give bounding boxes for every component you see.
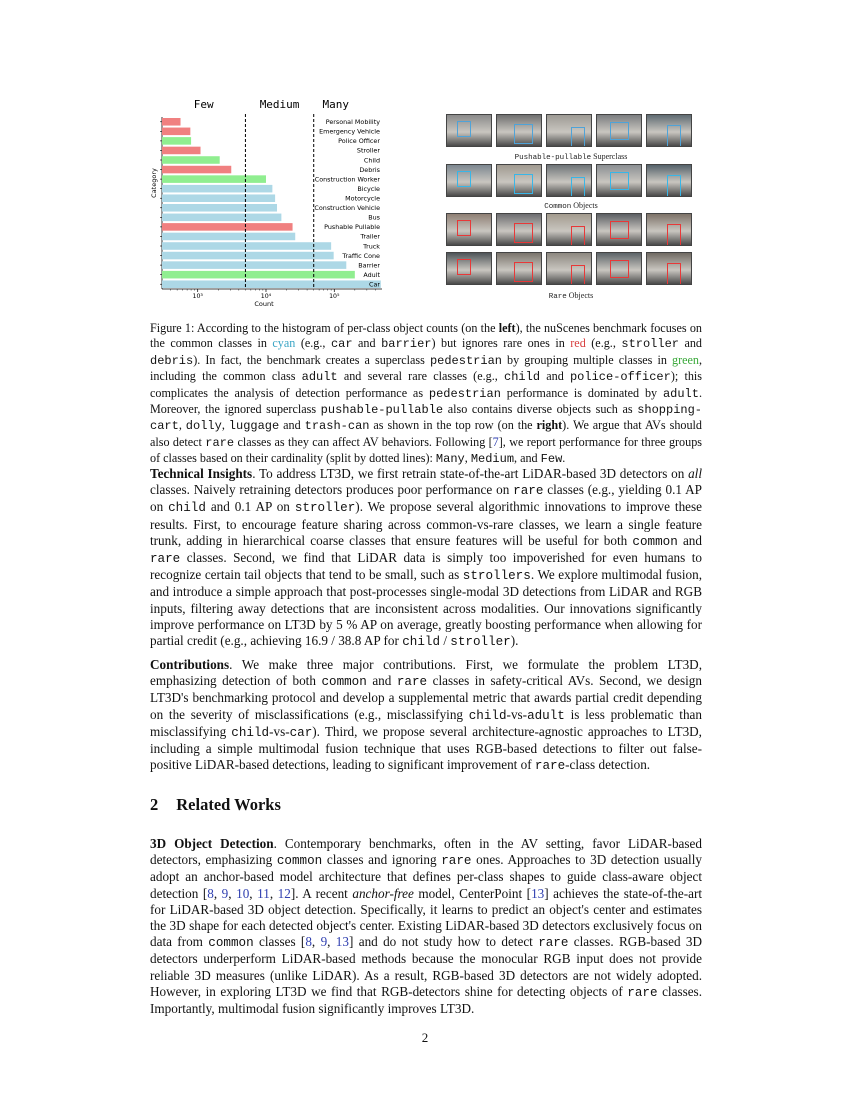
section-number: 2	[150, 795, 159, 814]
bar	[162, 137, 191, 145]
group-label: Few	[193, 98, 214, 111]
contributions-paragraph: Contributions. We make three major contributions. First, we formulate the problem LT3D, emphasizing detection of both common and rare classes in safety-critical AVs. Second, we design LT3D's benchmarking protocol and develop a supplemental metric that awards partial credit depending on the severity of misclassifications (e.g., misclassifying child-vs-adult is less problematic than misclassifying child-vs-car). Third, we propose several architecture-agnostic approaches to LT3D, including a simple multimodal fusion technique that uses RGB-based detections to filter out false-positive LiDAR-based detections, leading to significant improvement of rare-class detection.	[150, 657, 702, 774]
photo-caption-rare: Rare Objects	[548, 291, 594, 301]
category-label: Construction Vehicle	[314, 204, 380, 213]
citation-link[interactable]: 8	[207, 885, 214, 901]
x-tick-label: 10³	[192, 293, 203, 300]
x-tick-label: 10⁴	[260, 293, 272, 300]
x-axis-label: Count	[254, 300, 274, 308]
detection-box	[514, 223, 533, 243]
citation-link[interactable]: 8	[305, 934, 312, 950]
bar	[162, 271, 355, 279]
category-label: Barrier	[358, 261, 380, 270]
paragraph-heading: Technical Insights	[150, 466, 253, 481]
bar	[162, 147, 201, 155]
photo-row-rare-2	[446, 252, 692, 285]
example-photo	[646, 252, 692, 285]
category-label: Car	[368, 280, 380, 289]
example-photo	[546, 213, 592, 246]
category-label: Motorcycle	[345, 194, 380, 203]
category-label: Bicycle	[357, 184, 380, 193]
example-photo	[446, 114, 492, 147]
group-label: Medium	[259, 98, 300, 111]
bar	[162, 166, 231, 174]
group-label: Many	[322, 98, 349, 111]
bar	[162, 223, 293, 231]
photo-row-rare-1	[446, 213, 692, 246]
example-photo	[446, 164, 492, 197]
bar	[162, 128, 190, 136]
example-photo	[446, 252, 492, 285]
bar	[162, 252, 334, 260]
bar	[162, 261, 346, 269]
detection-box	[457, 121, 471, 137]
category-label: Emergency Vehicle	[319, 127, 380, 136]
example-photo	[646, 114, 692, 147]
category-label: Police Officer	[338, 137, 380, 146]
example-photo	[596, 252, 642, 285]
bar	[162, 118, 181, 126]
class-count-histogram	[148, 90, 410, 312]
section-title: Related Works	[176, 795, 281, 814]
x-tick-label: 10⁵	[329, 293, 340, 300]
bar	[162, 214, 281, 222]
detection-box	[610, 221, 629, 239]
detection-box	[667, 263, 681, 285]
detection-box	[571, 265, 585, 285]
category-label: Truck	[363, 242, 380, 251]
citation-link[interactable]: 7	[492, 434, 499, 449]
photo-caption-common: Common Objects	[544, 201, 598, 211]
bar	[162, 233, 295, 241]
detection-box	[457, 220, 471, 236]
section-heading	[150, 795, 281, 815]
technical-insights-paragraph: Technical Insights. To address LT3D, we first retrain state-of-the-art LiDAR-based 3D detectors on all classes. Naively retraining detectors produces poor performance on rare classes (e.g., yielding 0.1 AP on child and 0.1 AP on stroller). We propose several algorithmic innovations to improve these results. First, to encourage feature sharing across common-vs-rare classes, we learn a single feature trunk, adding in hierarchical coarse classes that ensure features will be useful for both common and rare classes. Second, we find that LiDAR data is simply too impoverished for even humans to recognize certain tail objects that tend to be small, such as strollers. We explore multimodal fusion, and introduce a simple approach that post-processes single-modal 3D detections from LiDAR and RGB inputs, filtering away detections that are inconsistent across modalities. Our innovations significantly improve performance on LT3D by 5 % AP on average, greatly boosting performance when allowing for partial credit (e.g., achieving 16.9 / 38.8 AP for child / stroller).	[150, 466, 703, 650]
detection-box	[514, 262, 533, 282]
citation-link[interactable]: 10	[236, 885, 250, 901]
category-label: Trailer	[360, 232, 380, 241]
detection-box	[610, 122, 629, 140]
example-photo	[546, 252, 592, 285]
paragraph-heading: 3D Object Detection	[150, 836, 274, 851]
detection-box	[457, 171, 471, 187]
detection-box	[457, 259, 471, 275]
category-label: Child	[363, 156, 380, 165]
citation-link[interactable]: 12	[277, 885, 291, 901]
detection-box	[667, 125, 681, 147]
citation-link[interactable]: 13	[531, 885, 545, 901]
object-detection-paragraph: 3D Object Detection. Contemporary benchmarks, often in the AV setting, favor LiDAR-based detectors, emphasizing common classes and ignoring rare ones. Approaches to 3D detection usually adopt an anchor-based model architecture that defines per-class shapes to guide class-aware object detection [8, 9, 10, 11, 12]. A recent anchor-free model, CenterPoint [13] achieves the state-of-the-art for LiDAR-based 3D object detection. Specifically, it learns to predict an object's center and estimates the 3D shape for each detected object's center. Existing LiDAR-based 3D detectors exclusively focus on data from common classes [8, 9, 13] and do not study how to detect rare classes. RGB-based 3D detectors underperform LiDAR-based methods because the monocular RGB input does not provide reliable 3D measures (unlike LiDAR). As a result, RGB-based 3D detectors are not widely adopted. However, in exploring LT3D we find that RGB-detectors shine for detecting objects of rare classes. Importantly, multimodal fusion significantly improves LT3D.	[150, 836, 703, 1017]
example-photo	[496, 213, 542, 246]
photo-caption-pushable: Pushable-pullable Superclass	[514, 152, 628, 162]
example-photo	[646, 164, 692, 197]
category-label: Construction Worker	[314, 175, 380, 184]
category-label: Debris	[359, 165, 380, 174]
detection-box	[571, 127, 585, 147]
figure-caption: Figure 1: According to the histogram of per-class object counts (on the left), the nuScenes benchmark focuses on the common classes in cyan (e.g., car and barrier) but ignores rare ones in red (e.g., stroller and debris). In fact, the benchmark creates a superclass pedestrian by grouping multiple classes in green, including the common class adult and several rare classes (e.g., child and police-officer); this complicates the analysis of detection performance as pedestrian performance is dominated by adult. Moreover, the ignored superclass pushable-pullable also contains diverse objects such as shopping-cart, dolly, luggage and trash-can as shown in the top row (on the right). We argue that AVs should also detect rare classes as they can affect AV behaviors. Following [7], we report performance for three groups of classes based on their cardinality (split by dotted lines): Many, Medium, and Few.	[150, 321, 703, 467]
detection-box	[667, 224, 681, 246]
category-label: Personal Mobility	[325, 118, 380, 127]
category-label: Pushable Pullable	[324, 223, 380, 232]
example-photo	[496, 252, 542, 285]
detection-box	[667, 175, 681, 197]
bar	[162, 156, 220, 164]
example-photo	[546, 114, 592, 147]
paragraph-heading: Contributions	[150, 657, 230, 672]
category-label: Bus	[368, 213, 380, 222]
photo-row-common	[446, 164, 692, 197]
bar	[162, 175, 266, 183]
detection-box	[610, 172, 629, 190]
example-photo	[596, 164, 642, 197]
citation-link[interactable]: 11	[257, 885, 270, 901]
detection-box	[571, 226, 585, 246]
detection-box	[571, 177, 585, 197]
example-photo	[646, 213, 692, 246]
photo-row-pushable	[446, 114, 692, 147]
bar	[162, 280, 381, 288]
example-photo-grid	[446, 114, 696, 306]
example-photo	[596, 213, 642, 246]
citation-link[interactable]: 9	[320, 934, 328, 950]
bar	[162, 242, 331, 250]
bar	[162, 185, 272, 193]
example-photo	[496, 164, 542, 197]
y-axis-label: Category	[150, 168, 158, 198]
detection-box	[610, 260, 629, 278]
page-number: 2	[421, 1030, 429, 1045]
citation-link[interactable]: 9	[221, 885, 229, 901]
example-photo	[596, 114, 642, 147]
example-photo	[496, 114, 542, 147]
bar	[162, 194, 275, 202]
citation-link[interactable]: 13	[335, 934, 349, 950]
detection-box	[514, 174, 533, 194]
category-label: Traffic Cone	[342, 251, 380, 260]
category-label: Stroller	[356, 146, 380, 155]
bar	[162, 204, 277, 212]
detection-box	[514, 124, 533, 144]
example-photo	[446, 213, 492, 246]
category-label: Adult	[363, 270, 380, 279]
example-photo	[546, 164, 592, 197]
